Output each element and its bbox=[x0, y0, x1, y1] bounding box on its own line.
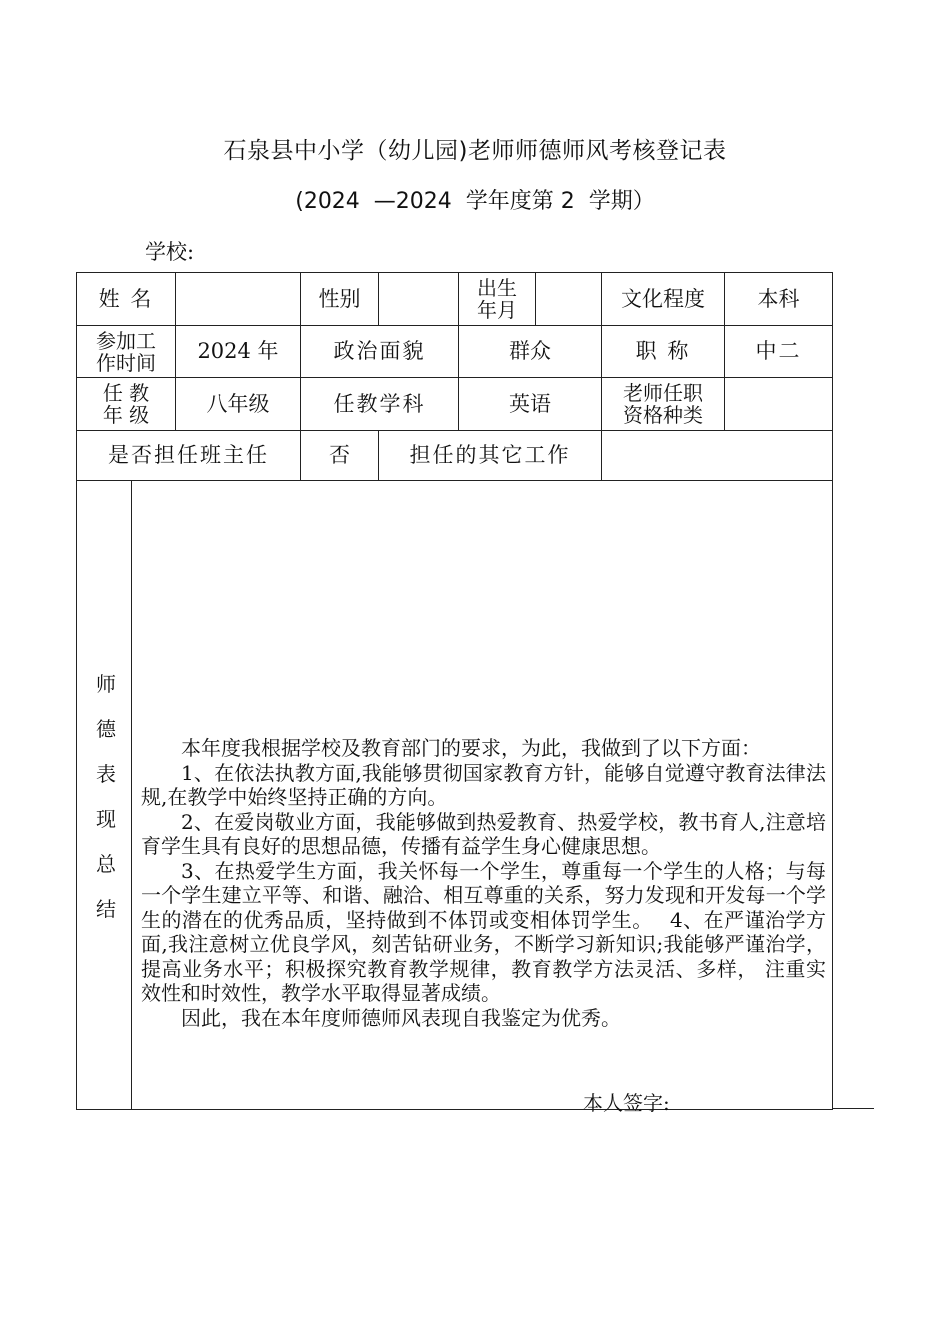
head-teacher-value-cell[interactable] bbox=[300, 430, 379, 481]
head-teacher-label: 是否担任班主任 bbox=[108, 443, 269, 468]
other-work-label-cell bbox=[378, 430, 602, 481]
summary-point-1: 1、在依法执教方面,我能够贯彻国家教育方针，能够自觉遵守教育法律法规,在教学中始终坚持正确的方向。 bbox=[141, 760, 826, 809]
qualification-label-line2: 资格种类 bbox=[623, 403, 703, 427]
title-label: 职 称 bbox=[635, 339, 691, 364]
qualification-value-cell[interactable] bbox=[724, 377, 833, 431]
gender-label-cell bbox=[300, 272, 379, 326]
politics-value: 群众 bbox=[509, 339, 551, 364]
summary-side-label bbox=[86, 668, 126, 938]
other-work-value-cell[interactable] bbox=[601, 430, 833, 481]
politics-label: 政治面貌 bbox=[333, 339, 426, 364]
birth-value-cell[interactable] bbox=[535, 272, 602, 326]
document-title: 石泉县中小学（幼儿园)老师师德师风考核登记表 bbox=[223, 138, 727, 164]
summary-point-3-4: 3、在热爱学生方面，我关怀每一个学生，尊重每一个学生的人格；与每一个学生建立平等、和谐、融洽、相互尊重的关系，努力发现和开发每一个学生的潜在的优秀品质，坚持做到不体罚或变相体罚学生。 4、在严谨治学方面,我注意树立优良学风，刻苦钻研业务，不断学习新知识;我能够严谨治学，提高业务水平；积极探究教育教学规律，教育教学方法灵活、多样， 注重实效性和时效性，教学水平取得显著成绩。 bbox=[141, 858, 826, 1005]
politics-label-cell bbox=[300, 325, 459, 378]
education-label: 文化程度 bbox=[621, 286, 705, 311]
politics-value-cell[interactable] bbox=[458, 325, 602, 378]
work-start-value-cell[interactable] bbox=[175, 325, 301, 378]
signature-line[interactable] bbox=[832, 1108, 874, 1109]
side-char: 师 bbox=[96, 672, 116, 696]
gender-label: 性别 bbox=[318, 286, 361, 311]
education-label-cell bbox=[601, 272, 725, 326]
gender-value-cell[interactable] bbox=[378, 272, 459, 326]
birth-label-cell bbox=[458, 272, 536, 326]
birth-label-line1: 出生 bbox=[477, 276, 517, 300]
side-char: 表 bbox=[96, 762, 116, 786]
other-work-label: 担任的其它工作 bbox=[409, 443, 571, 468]
name-label: 姓 名 bbox=[98, 286, 154, 311]
school-label: 学校: bbox=[145, 240, 195, 264]
title-value-cell[interactable] bbox=[724, 325, 833, 378]
side-char: 德 bbox=[96, 717, 116, 741]
grade-label-line2: 年 级 bbox=[102, 403, 150, 427]
head-teacher-label-cell bbox=[76, 430, 301, 481]
name-label-cell bbox=[76, 272, 176, 326]
name-value-cell[interactable] bbox=[175, 272, 301, 326]
summary-text bbox=[141, 736, 826, 1030]
subject-label-cell bbox=[300, 377, 459, 431]
subject-value-cell[interactable] bbox=[458, 377, 602, 431]
grade-value-cell[interactable] bbox=[175, 377, 301, 431]
title-label-cell bbox=[601, 325, 725, 378]
title-value: 中二 bbox=[755, 339, 802, 364]
grade-value: 八年级 bbox=[206, 391, 270, 416]
subject-label: 任教学科 bbox=[333, 391, 426, 416]
qualification-label-line1: 老师任职 bbox=[623, 381, 703, 405]
work-start-label-cell bbox=[76, 325, 176, 378]
signature-label: 本人签字: bbox=[583, 1091, 670, 1115]
qualification-label-cell bbox=[601, 377, 725, 431]
work-start-label-line2: 作时间 bbox=[96, 350, 156, 375]
side-char: 总 bbox=[96, 852, 116, 876]
document-subtitle: (2024 —2024 学年度第 2 学期） bbox=[295, 189, 655, 214]
birth-label-line2: 年月 bbox=[477, 298, 517, 322]
summary-intro: 本年度我根据学校及教育部门的要求，为此，我做到了以下方面： bbox=[181, 736, 761, 760]
summary-conclusion: 因此，我在本年度师德师风表现自我鉴定为优秀。 bbox=[181, 1005, 621, 1030]
work-start-value: 2024 年 bbox=[197, 339, 279, 364]
education-value: 本科 bbox=[757, 286, 800, 311]
summary-point-2: 2、在爱岗敬业方面，我能够做到热爱教育、热爱学校，教书育人,注意培育学生具有良好的思想品德，传播有益学生身心健康思想。 bbox=[141, 809, 826, 858]
grade-label-cell bbox=[76, 377, 176, 431]
head-teacher-value: 否 bbox=[329, 443, 350, 468]
subject-value: 英语 bbox=[509, 391, 551, 416]
work-start-label-line1: 参加工 bbox=[96, 328, 156, 353]
education-value-cell[interactable] bbox=[724, 272, 833, 326]
side-char: 结 bbox=[96, 897, 116, 921]
side-char: 现 bbox=[96, 807, 116, 831]
grade-label-line1: 任 教 bbox=[102, 381, 150, 405]
